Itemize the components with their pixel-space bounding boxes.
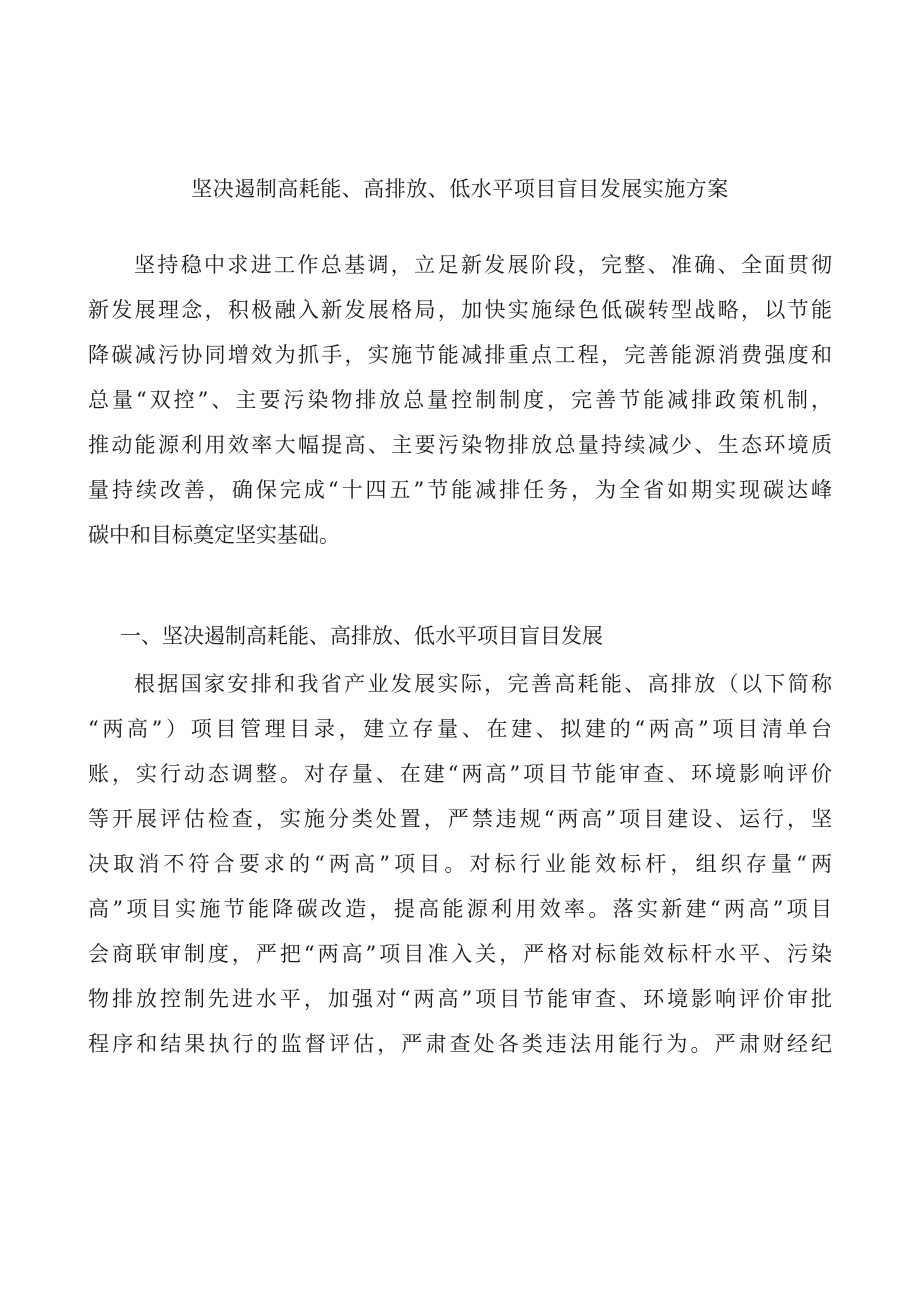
section-1-line: 会商联审制度，严把“两高”项目准入关，严格对标能效标杆水平、污染 <box>88 942 832 966</box>
section-1-line: 物排放控制先进水平，加强对“两高”项目节能审查、环境影响评价审批 <box>88 987 832 1011</box>
section-1-line: 程序和结果执行的监督评估，严肃查处各类违法用能行为。严肃财经纪 <box>88 1032 832 1056</box>
intro-line: 总量“双控”、主要污染物排放总量控制制度，完善节能减排政策机制， <box>88 388 832 412</box>
section-1-line: 根据国家安排和我省产业发展实际，完善高耗能、高排放（以下简称 <box>134 672 832 696</box>
intro-line: 碳中和目标奠定坚实基础。 <box>88 523 340 547</box>
section-1-line: 等开展评估检查，实施分类处置，严禁违规“两高”项目建设、运行，坚 <box>88 807 832 831</box>
intro-line: 降碳减污协同增效为抓手，实施节能减排重点工程，完善能源消费强度和 <box>88 343 832 367</box>
intro-line: 坚持稳中求进工作总基调，立足新发展阶段，完整、准确、全面贯彻 <box>134 253 832 277</box>
section-1-paragraph <box>88 662 832 1067</box>
intro-paragraph <box>88 243 832 558</box>
section-1-line: 账，实行动态调整。对存量、在建“两高”项目节能审查、环境影响评价 <box>88 762 832 786</box>
section-1-heading: 一、坚决遏制高耗能、高排放、低水平项目盲目发展 <box>120 624 603 648</box>
section-1-line: “两高”）项目管理目录，建立存量、在建、拟建的“两高”项目清单台 <box>88 717 832 741</box>
intro-line: 量持续改善，确保完成“十四五”节能减排任务，为全省如期实现碳达峰 <box>88 478 832 502</box>
section-1-line: 高”项目实施节能降碳改造，提高能源利用效率。落实新建“两高”项目 <box>88 897 832 921</box>
intro-line: 新发展理念，积极融入新发展格局，加快实施绿色低碳转型战略，以节能 <box>88 298 832 322</box>
document-title: 坚决遏制高耗能、高排放、低水平项目盲目发展实施方案 <box>191 177 729 201</box>
intro-line: 推动能源利用效率大幅提高、主要污染物排放总量持续减少、生态环境质 <box>88 433 832 457</box>
section-1-line: 决取消不符合要求的“两高”项目。对标行业能效标杆，组织存量“两 <box>88 852 832 876</box>
